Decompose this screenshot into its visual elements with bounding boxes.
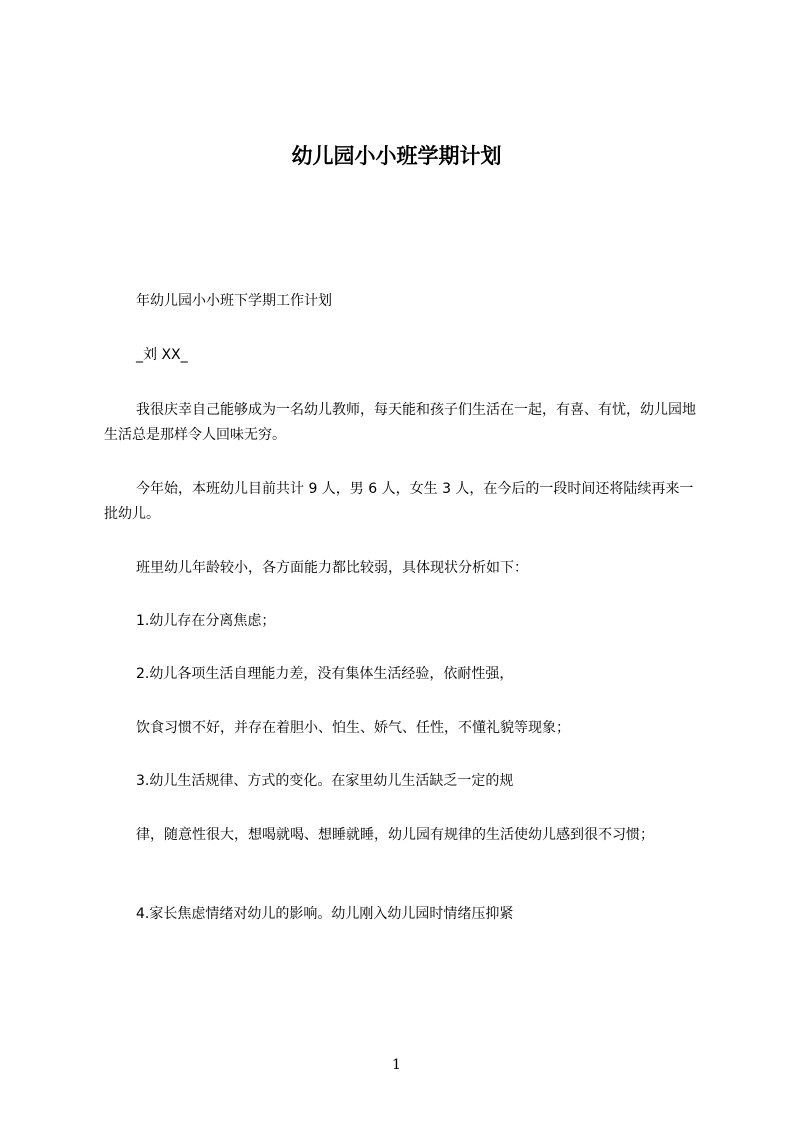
list-item-3: 3.幼儿生活规律、方式的变化。在家里幼儿生活缺乏一定的规 (136, 773, 514, 789)
list-item-3-continued: 律，随意性很大，想喝就喝、想睡就睡，幼儿园有规律的生活使幼儿感到很不习惯； (136, 827, 654, 843)
list-item-1: 1.幼儿存在分离焦虑； (136, 613, 276, 629)
analysis-intro-paragraph: 班里幼儿年龄较小，各方面能力都比较弱，具体现状分析如下： (136, 560, 528, 576)
author-line: _刘 XX_ (136, 347, 188, 363)
class-info-paragraph: 今年始，本班幼儿目前共计 9 人，男 6 人，女生 3 人，在今后的一段时间还将陆续再来一批幼儿。 (104, 481, 694, 522)
subtitle-paragraph: 年幼儿园小小班下学期工作计划 (136, 293, 332, 309)
page-number: 1 (392, 1057, 401, 1073)
list-item-4: 4.家长焦虑情绪对幼儿的影响。幼儿刚入幼儿园时情绪压抑紧 (136, 906, 514, 922)
document-title: 幼儿园小小班学期计划 (291, 144, 502, 168)
list-item-2-continued: 饮食习惯不好，并存在着胆小、怕生、娇气、任性，不懂礼貌等现象； (136, 720, 570, 736)
list-item-2: 2.幼儿各项生活自理能力差，没有集体生活经验，依耐性强， (136, 666, 514, 682)
intro-paragraph: 我很庆幸自己能够成为一名幼儿教师，每天能和孩子们生活在一起，有喜、有忧，幼儿园地生活总是那样令人回味无穷。 (104, 402, 696, 443)
